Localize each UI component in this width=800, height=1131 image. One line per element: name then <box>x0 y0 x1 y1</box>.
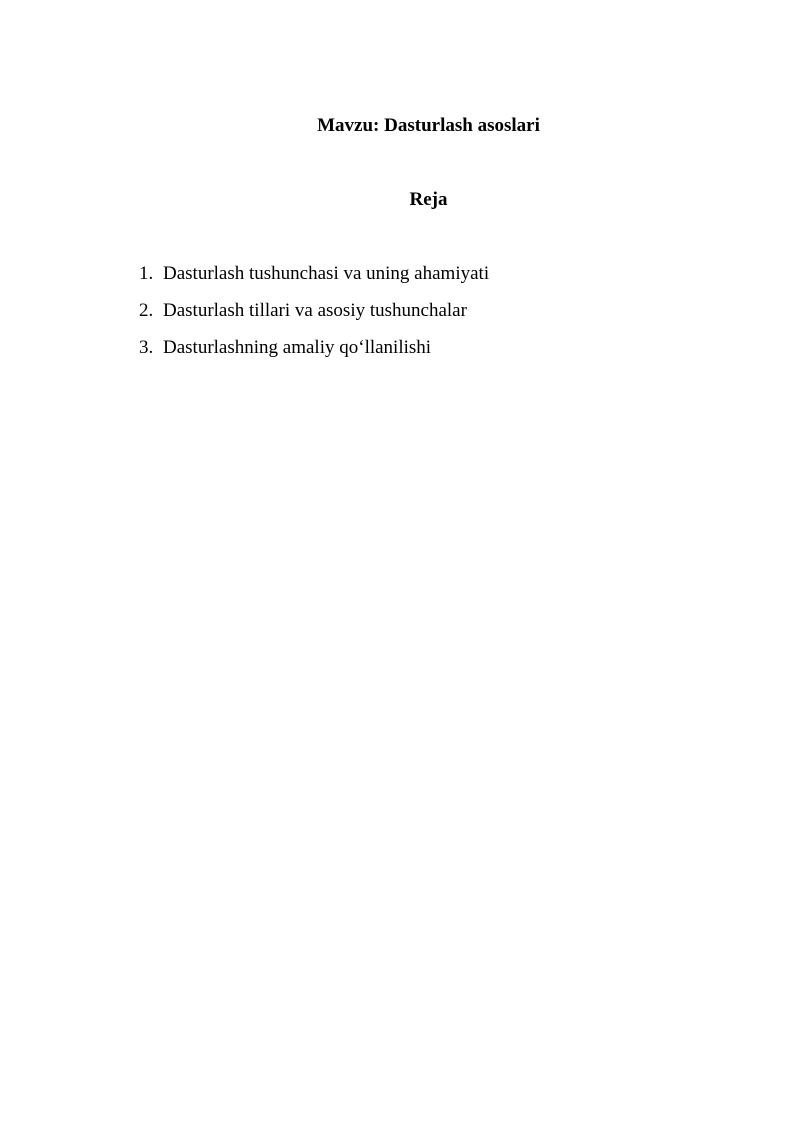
document-title: Mavzu: Dasturlash asoslari <box>317 115 540 136</box>
plan-item-1 <box>139 262 489 286</box>
plan-item-number: 2. <box>139 300 154 321</box>
plan-item-2 <box>139 299 489 323</box>
plan-item-number: 1. <box>139 263 154 284</box>
plan-item-text: Dasturlash tushunchasi va uning ahamiyati <box>163 263 490 284</box>
plan-item-text: Dasturlashning amaliy qo‘llanilishi <box>163 337 432 358</box>
plan-item-number: 3. <box>139 337 154 358</box>
plan-heading: Reja <box>409 189 448 210</box>
plan-item-3 <box>139 336 489 360</box>
plan-list <box>139 262 489 373</box>
plan-item-text: Dasturlash tillari va asosiy tushunchalar <box>163 300 467 321</box>
